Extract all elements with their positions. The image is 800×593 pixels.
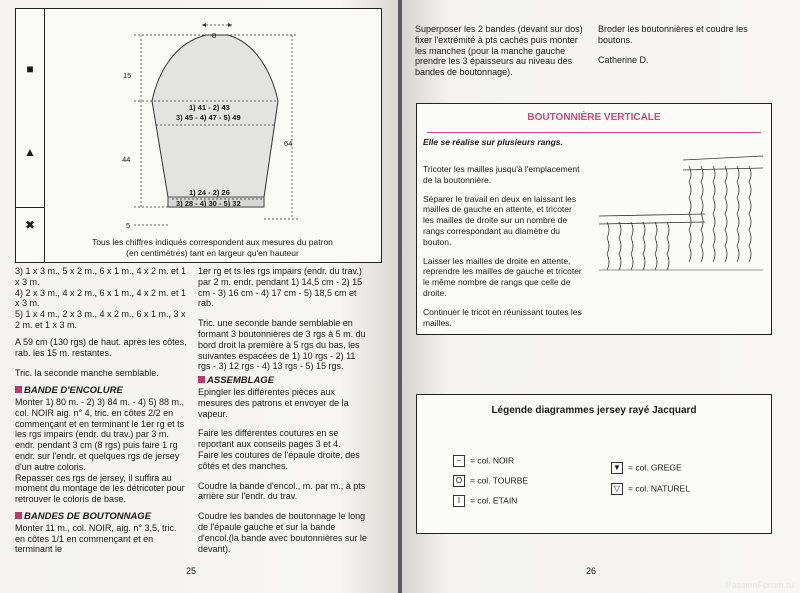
bottom-margin-label: 5 (126, 221, 131, 230)
sizes-lower-1: 1) 24 - 2) 26 (189, 188, 230, 197)
sleeve-shape (16, 9, 381, 262)
caption-line-1: Tous les chiffres indiqués correspondent aux mesures du patron (92, 237, 333, 247)
para-boutonnage: Monter 11 m., col. NOIR, aig. n° 3,5, tric. en côtes 1/1 en commençant et en terminant le (15, 522, 177, 555)
para-second-sleeve: Tric. la seconde manche semblable. (15, 368, 159, 379)
buttonhole-box (416, 103, 772, 335)
square-symbol: ■ (26, 62, 34, 76)
body-height-label: 44 (122, 155, 131, 164)
buttonhole-title: BOUTONNIÈRE VERTICALE (527, 112, 661, 123)
right-column-2 (598, 24, 768, 65)
legend-title: Légende diagrammes jersey rayé Jacquard (491, 405, 697, 416)
needle-lower (599, 214, 705, 224)
buttonhole-illustration (593, 144, 765, 284)
left-column-1 (15, 266, 187, 555)
buttonhole-text (423, 164, 585, 328)
sizes-lower-2: 3) 28 - 4) 30 - 5) 32 (176, 199, 241, 208)
total-height-label: 64 (284, 139, 293, 148)
title-rule (427, 132, 761, 133)
legend-noir: − = col. NOIR (453, 455, 514, 467)
sizes-upper-2: 3) 45 - 4) 47 - 5) 49 (176, 113, 241, 122)
para-epaule: Faire les coutures de l'épaule droite, des côtés et des manches. (198, 449, 360, 471)
left-page (0, 0, 398, 593)
step-4: Continuer le tricot en réunissant toutes les mailles. (423, 306, 582, 328)
para-superposer: Superposer les 2 bandes (devant sur dos) fixer l'extrémité à pts cachés puis monter les manches (pour la manche gauche prendre les 3 épaisseurs au niveau des bandes de boutonnage). (415, 24, 583, 78)
outline-triangle-icon: ▽ (611, 483, 623, 495)
sleeve-pattern-diagram (15, 8, 382, 263)
para-encol: Coudre la bande d'encol., m. par m., à pts arrière sur l'endr. du trav. (198, 480, 366, 502)
left-column-2 (198, 266, 368, 554)
step-1: Tricoter les mailles jusqu'à l'emplacement de la boutonnière. (423, 164, 580, 185)
legend-naturel: ▽ = col. NATUREL (611, 483, 690, 495)
para-height: A 59 cm (130 rgs) de haut. après les côtes, rab. les 15 m. restantes. (15, 336, 187, 358)
circle-symbol-icon: O (453, 475, 465, 487)
legend-box (416, 394, 772, 534)
para-coutures: Faire les différentes coutures en se reportant aux conseils pages 3 et 4. (198, 428, 341, 450)
page-number-right: 26 (586, 566, 597, 576)
diagram-caption (44, 237, 381, 259)
right-page (402, 0, 800, 593)
para-bandes: Coudre les bandes de boutonnage le long de l'épaule gauche et sur la bande d'encol.(la bande avec boutonnières sur le devant). (198, 511, 367, 554)
heading-bandes-boutonnage: BANDES DE BOUTONNAGE (15, 512, 187, 523)
cross-symbol: ✖ (24, 218, 36, 232)
triangle-symbol: ▲ (24, 145, 36, 159)
heading-bande-encolure: BANDE D'ENCOLURE (15, 386, 187, 397)
sizes-upper-1: 1) 41 - 2) 43 (189, 103, 230, 112)
para-epingler: Epingler les différentes pièces aux mesures des patrons et envoyer de la vapeur. (198, 386, 349, 419)
dash-symbol-icon: − (453, 455, 465, 467)
heading-assemblage: ASSEMBLAGE (198, 376, 368, 387)
para-3: 3) 1 x 3 m., 5 x 2 m., 6 x 1 m., 4 x 2 m. et 1 x 3 m. (15, 266, 187, 287)
stitch-columns-left (607, 222, 669, 270)
para-broder: Broder les boutonnières et coudre les boutons. (598, 24, 748, 45)
para-boutonnieres: Tric. une seconde bande semblable en formant 3 boutonnières de 3 rgs à 5 m. du bord droit la première à 5 rgs du bas, les suivantes espacées de 1) 10 rgs - 2) 11 rgs - 3) 12 rgs - 4) 13 rgs - 5) 15 rgs. (198, 318, 366, 372)
buttonhole-subtitle: Elle se réalise sur plusieurs rangs. (423, 137, 563, 147)
step-2: Séparer le travail en deux en laissant les mailles de gauche en attente, et tricoter les mailles de droite sur un nombre de rangs correspondant au diamètre du bouton. (423, 193, 577, 247)
heading-marker-icon (198, 376, 205, 383)
needle-upper (683, 156, 763, 170)
legend-etain: I = col. ETAIN (453, 495, 517, 507)
para-repasser: Repasser ces rgs de jersey, il suffira au moment du montage de les détricoter pour retrouver le coloris de base. (15, 472, 185, 505)
para-rgs: 1er rg et ts les rgs impairs (endr. du trav.) par 2 m. endr. pendant 1) 14,5 cm - 2) 15 cm - 3) 16 cm - 4) 17 cm - 5) 18,5 cm et rab. (198, 266, 363, 309)
heading-marker-icon (15, 386, 22, 393)
author: Catherine D. (598, 54, 649, 65)
right-column-1 (415, 24, 587, 78)
para-encolure: Monter 1) 80 m. - 2) 3) 84 m. - 4) 5) 88 m., col. NOIR aig. n° 4, tric. en côtes 2/2 en commençant et en terminant le 1er rg et ts les rgs impairs (endr. du trav.) par 3 m. endr. pendant 3 cm (8 rgs) puis faire 1 rg endr. sur l'endr. et quelques rgs de jersey d'un autre coloris. (15, 396, 185, 472)
bar-symbol-icon: I (453, 495, 465, 507)
step-3: Laisser les mailles de droite en attente, reprendre les mailles de gauche et tricoter le même nombre de rangs que celle de droite. (423, 255, 582, 298)
heading-marker-icon (15, 512, 22, 519)
legend-grege: ▼ = col. GREGE (611, 462, 682, 474)
legend-tourbe: O = col. TOURBE (453, 475, 528, 487)
caption-line-2: (en centimètres) tant en largeur qu'en hauteur (126, 248, 299, 258)
cap-height-label: 15 (123, 71, 132, 80)
para-5: 5) 1 x 4 m., 2 x 3 m., 4 x 2 m., 6 x 1 m., 3 x 2 m. et 1 x 3 m. (15, 309, 186, 330)
para-4: 4) 2 x 3 m., 4 x 2 m., 6 x 1 m., 4 x 2 m. et 1 x 3 m. (15, 287, 187, 309)
filled-triangle-icon: ▼ (611, 462, 623, 474)
page-number-left: 25 (186, 566, 197, 576)
top-width-label: 8 (212, 31, 217, 40)
watermark: PassionForum.ru (725, 580, 794, 590)
